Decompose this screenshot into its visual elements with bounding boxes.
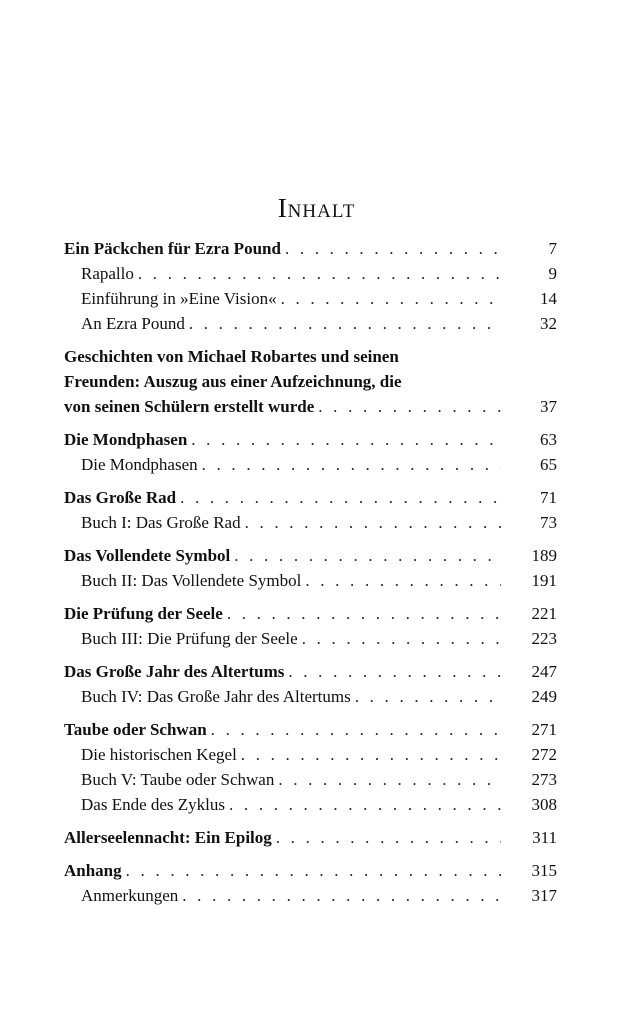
toc-sub-entry (64, 742, 557, 767)
toc-page-number: 272 (531, 745, 557, 764)
toc-main-line (64, 659, 557, 684)
toc-page-number: 315 (531, 861, 557, 880)
toc-entry-title: Die Prüfung der Seele (64, 604, 223, 623)
toc-dot-leader (202, 452, 501, 477)
toc-main-line (64, 858, 557, 883)
toc-entry-title: Taube oder Schwan (64, 720, 207, 739)
toc-sub-entry (64, 568, 557, 593)
toc-main-line (64, 543, 557, 568)
toc-dot-leader (182, 883, 501, 908)
toc-sub-entry (64, 626, 557, 651)
toc-main-line (64, 394, 557, 419)
toc-dot-leader (126, 858, 501, 883)
toc-main-line (64, 485, 557, 510)
toc-page-number: 223 (531, 629, 557, 648)
toc-page-number: 73 (540, 513, 557, 532)
toc-group (64, 543, 557, 593)
toc-entry-title: Anmerkungen (81, 886, 179, 905)
toc-main-entry (64, 236, 557, 261)
toc-dot-leader (234, 543, 501, 568)
toc-entry-title: Buch III: Die Prüfung der Seele (81, 629, 298, 648)
toc-entry-title: Allerseelennacht: Ein Epilog (64, 828, 272, 847)
toc-page-number: 191 (531, 571, 557, 590)
toc-dot-leader (281, 286, 501, 311)
toc-page-number: 271 (531, 720, 557, 739)
toc-group (64, 717, 557, 817)
toc-dot-leader (285, 236, 501, 261)
toc-group (64, 601, 557, 651)
toc-group (64, 236, 557, 336)
toc-entry-title: Das Ende des Zyklus (81, 795, 226, 814)
toc-sub-line (81, 883, 557, 908)
toc-entry-title: Anhang (64, 861, 122, 880)
toc-entry-title-line: Freunden: Auszug aus einer Aufzeichnung, die (64, 372, 402, 391)
toc-main-entry (64, 601, 557, 626)
toc-dot-leader (302, 626, 501, 651)
toc-dot-leader (180, 485, 501, 510)
toc-dot-leader (189, 311, 501, 336)
toc-page-number: 273 (531, 770, 557, 789)
toc-page-number: 7 (548, 239, 557, 258)
toc-dot-leader (278, 767, 501, 792)
toc-entry-title: Das Große Rad (64, 488, 177, 507)
toc-entry-title: Buch II: Das Vollendete Symbol (81, 571, 302, 590)
toc-page-number: 221 (531, 604, 557, 623)
toc-entry-title-line: Geschichten von Michael Robartes und seinen (64, 347, 399, 366)
toc-page-number: 247 (531, 662, 557, 681)
toc-sub-entry (64, 792, 557, 817)
toc-main-line (64, 825, 557, 850)
toc-dot-leader (288, 659, 501, 684)
toc-sub-entry (64, 510, 557, 535)
toc-dot-leader (229, 792, 501, 817)
toc-page-number: 32 (540, 314, 557, 333)
toc-entry-title: Buch IV: Das Große Jahr des Altertums (81, 687, 351, 706)
toc-dot-leader (241, 742, 501, 767)
toc-dot-leader (191, 427, 501, 452)
toc-group (64, 427, 557, 477)
toc-main-entry (64, 825, 557, 850)
toc-page-number: 249 (531, 687, 557, 706)
toc-sub-line (81, 626, 557, 651)
toc-sub-line (81, 767, 557, 792)
toc-group (64, 485, 557, 535)
toc-main-entry (64, 717, 557, 742)
toc-entry-title: Ein Päckchen für Ezra Pound (64, 239, 281, 258)
table-of-contents (64, 236, 557, 916)
toc-dot-leader (276, 825, 501, 850)
toc-sub-entry (64, 767, 557, 792)
toc-sub-line (81, 452, 557, 477)
toc-page-number: 308 (531, 795, 557, 814)
toc-entry-title: von seinen Schülern erstellt wurde (64, 397, 315, 416)
toc-main-entry (64, 858, 557, 883)
toc-entry-title: Buch I: Das Große Rad (81, 513, 241, 532)
toc-page-number: 63 (540, 430, 557, 449)
toc-main-entry (64, 659, 557, 684)
toc-entry-title: Buch V: Taube oder Schwan (81, 770, 275, 789)
toc-entry-title: Einführung in »Eine Vision« (81, 289, 277, 308)
toc-page-number: 14 (540, 289, 557, 308)
toc-entry-title: Das Große Jahr des Altertums (64, 662, 285, 681)
page-title: Inhalt (277, 193, 356, 223)
toc-dot-leader (305, 568, 501, 593)
toc-dot-leader (355, 684, 501, 709)
toc-entry-title: Die historischen Kegel (81, 745, 237, 764)
toc-entry-title: Das Vollendete Symbol (64, 546, 231, 565)
toc-entry-title: Die Mondphasen (81, 455, 198, 474)
toc-entry-title: Rapallo (81, 264, 134, 283)
toc-sub-line (81, 510, 557, 535)
toc-page-number: 37 (540, 397, 557, 416)
toc-page-number: 189 (531, 546, 557, 565)
toc-sub-line (81, 742, 557, 767)
toc-sub-line (81, 286, 557, 311)
toc-group (64, 344, 557, 419)
toc-page-number: 9 (548, 264, 557, 283)
toc-sub-line (81, 792, 557, 817)
toc-main-entry (64, 344, 557, 419)
toc-entry-title: An Ezra Pound (81, 314, 185, 333)
toc-main-line (64, 236, 557, 261)
toc-sub-line (81, 261, 557, 286)
toc-page-number: 65 (540, 455, 557, 474)
toc-sub-line (81, 684, 557, 709)
toc-dot-leader (227, 601, 501, 626)
toc-page-number: 311 (532, 828, 557, 847)
toc-dot-leader (245, 510, 501, 535)
toc-sub-line (81, 568, 557, 593)
toc-main-entry (64, 427, 557, 452)
toc-group (64, 858, 557, 908)
toc-main-entry (64, 543, 557, 568)
toc-group (64, 659, 557, 709)
toc-page-number: 317 (531, 886, 557, 905)
toc-sub-line (81, 311, 557, 336)
toc-sub-entry (64, 311, 557, 336)
toc-sub-entry (64, 883, 557, 908)
toc-dot-leader (211, 717, 501, 742)
toc-entry-title: Die Mondphasen (64, 430, 188, 449)
toc-main-line (64, 427, 557, 452)
toc-sub-entry (64, 684, 557, 709)
toc-dot-leader (138, 261, 501, 286)
toc-main-entry (64, 485, 557, 510)
toc-sub-entry (64, 452, 557, 477)
toc-dot-leader (318, 394, 501, 419)
toc-sub-entry (64, 261, 557, 286)
toc-group (64, 825, 557, 850)
toc-sub-entry (64, 286, 557, 311)
toc-main-line (64, 601, 557, 626)
toc-main-line (64, 717, 557, 742)
toc-page-number: 71 (540, 488, 557, 507)
